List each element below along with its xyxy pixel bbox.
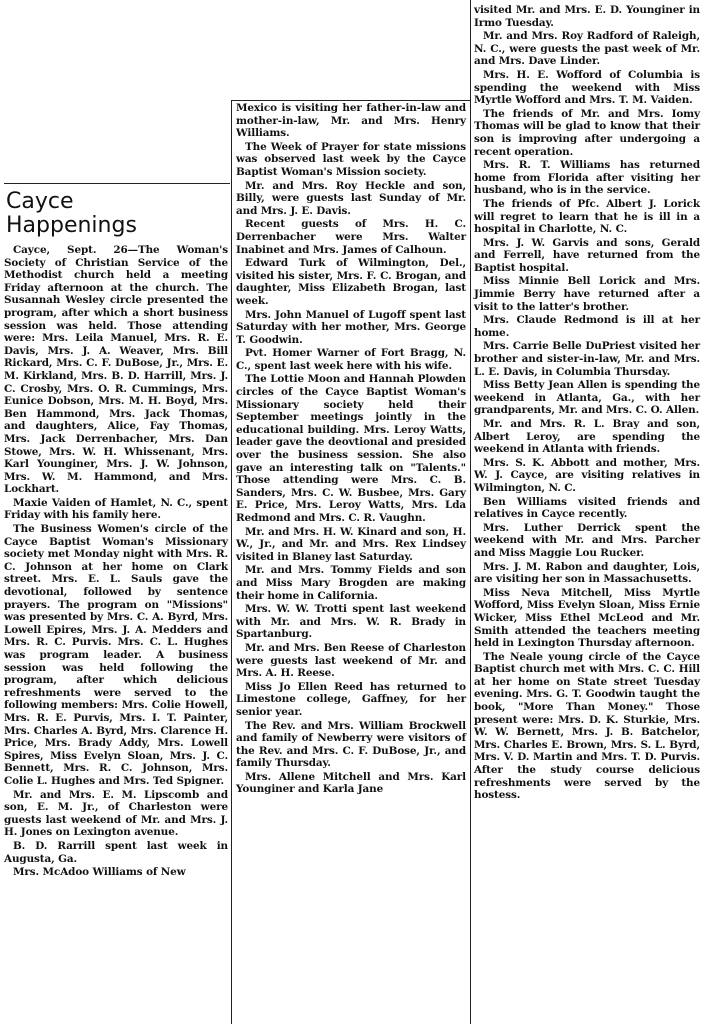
paragraph: Mr. and Mrs. E. M. Lipscomb and son, E. M. Jr., of Charleston were guests last weekend of Mr. and Mrs. J. H. Jones on Lexington avenue. <box>4 788 228 839</box>
paragraph: Ben Williams visited friends and relatives in Cayce recently. <box>474 495 700 521</box>
paragraph: Miss Minnie Bell Lorick and Mrs. Jimmie Berry have returned after a visit to the latter's brother. <box>474 275 700 313</box>
paragraph: The Lottie Moon and Hannah Plowden circles of the Cayce Baptist Woman's Missionary society held their September meetings jointly in the educational building. Mrs. Leroy Watts, leader gave the deovtional and presided over the business session. She also gave an interesting talk on "Talents." Those attending were Mrs. C. B. Sanders, Mrs. C. W. Busbee, Mrs. Gary E. Price, Mrs. Leroy Watts, Mrs. Lda Redmond and Mrs. C. R. Vaughn. <box>236 373 466 524</box>
paragraph: The Week of Prayer for state missions was observed last week by the Cayce Baptist Woman's Mission society. <box>236 140 466 178</box>
paragraph: Mrs. W. W. Trotti spent last weekend with Mr. and Mrs. W. R. Brady in Spartanburg. <box>236 603 466 641</box>
headline-line-2: Happenings <box>6 213 137 238</box>
column-rule-top-left <box>4 183 230 184</box>
paragraph: The Business Women's circle of the Cayce Baptist Woman's Missionary society met Monday night with Mrs. R. C. Johnson at her home on Clark street. Mrs. E. L. Sauls gave the devotional, followed by sentence prayers. The program on "Missions" was presented by Mrs. C. A. Byrd, Mrs. Lowell Epires, Mrs. J. A. Medders and Mrs. R. C. Purvis. Mrs. C. L. Hughes was program leader. A business session was held following the program, after which delicious refreshments were served to the following members: Mrs. Colie Howell, Mrs. R. E. Purvis, Mrs. I. T. Painter, Mrs. Charles A. Byrd, Mrs. Clarence H. Price, Mrs. Brady Addy, Mrs. Lowell Spires, Miss Evelyn Sloan, Mrs. J. C. Bennett, Mrs. R. C. Johnson, Mrs. Colie L. Hughes and Mrs. Ted Spigner. <box>4 523 228 787</box>
paragraph: Mrs. R. T. Williams has returned home from Florida after visiting her husband, who is in the service. <box>474 159 700 197</box>
column-3 <box>474 4 700 803</box>
paragraph: visited Mr. and Mrs. E. D. Younginer in Irmo Tuesday. <box>474 4 700 29</box>
paragraph: Cayce, Sept. 26—The Woman's Society of Christian Service of the Methodist church held a meeting Friday afternoon at the church. The Susannah Wesley circle presented the program, after which a short business session was held. Those attending were: Mrs. Leila Manuel, Mrs. R. E. Davis, Mrs. J. A. Weaver, Mrs. Bill Rickard, Mrs. C. F. DuBose, Jr., Mrs. E. M. Kirkland, Mrs. B. D. Harrill, Mrs. J. C. Crosby, Mrs. O. R. Cummings, Mrs. Eunice Dobson, Mrs. M. H. Boyd, Mrs. Ben Hammond, Mrs. Jack Thomas, and daughters, Alice, Fay Thomas, Mrs. Jack Derrenbacher, Mrs. Dan Stowe, Mrs. W. H. Whissenant, Mrs. Karl Younginer, Mrs. J. W. Johnson, Mrs. W. M. Hammond, and Mrs. Lockhart. <box>4 244 228 496</box>
paragraph: Edward Turk of Wilmington, Del., visited his sister, Mrs. F. C. Brogan, and daughter, Miss Elizabeth Brogan, last week. <box>236 257 466 307</box>
paragraph: Mrs. J. M. Rabon and daughter, Lois, are visiting her son in Massachusetts. <box>474 560 700 586</box>
paragraph: Mr. and Mrs. Roy Radford of Raleigh, N. C., were guests the past week of Mr. and Mrs. Dave Linder. <box>474 30 700 68</box>
paragraph: Mrs. S. K. Abbott and mother, Mrs. W. J. Cayce, are visiting relatives in Wilmington, N. C. <box>474 456 700 494</box>
column-rule-1 <box>231 100 232 1024</box>
paragraph: Miss Neva Mitchell, Miss Myrtle Wofford, Miss Evelyn Sloan, Miss Ernie Wicker, Miss Ethel McLeod and Mr. Smith attended the teachers meeting held in Lexington Thursday afternoon. <box>474 586 700 650</box>
paragraph: Miss Betty Jean Allen is spending the weekend in Atlanta, Ga., with her grandparents, Mr. and Mrs. C. O. Allen. <box>474 379 700 417</box>
paragraph: Mexico is visiting her father-in-law and mother-in-law, Mr. and Mrs. Henry Williams. <box>236 102 466 140</box>
paragraph: Miss Jo Ellen Reed has returned to Limestone college, Gaffney, for her senior year. <box>236 680 466 718</box>
paragraph: The friends of Mr. and Mrs. Iomy Thomas will be glad to know that their son is improving after undergoing a recent operation. <box>474 107 700 158</box>
paragraph: Maxie Vaiden of Hamlet, N. C., spent Friday with his family here. <box>4 496 228 522</box>
paragraph: Mrs. Allene Mitchell and Mrs. Karl Younginer and Karla Jane <box>236 770 466 796</box>
paragraph: Mrs. Carrie Belle DuPriest visited her brother and sister-in-law, Mr. and Mrs. L. E. Davis, in Columbia Thursday. <box>474 340 700 378</box>
paragraph: Mrs. J. W. Garvis and sons, Gerald and Ferrell, have returned from the Baptist hospital. <box>474 236 700 274</box>
paragraph: Mr. and Mrs. Tommy Fields and son and Miss Mary Brogden are making their home in California. <box>236 564 466 602</box>
paragraph: Mr. and Mrs. Ben Reese of Charleston were guests last weekend of Mr. and Mrs. A. H. Reese. <box>236 641 466 680</box>
headline <box>6 190 228 238</box>
paragraph: Mrs. Claude Redmond is ill at her home. <box>474 314 700 339</box>
paragraph: Mr. and Mrs. R. L. Bray and son, Albert Leroy, are spending the weekend in Atlanta with friends. <box>474 418 700 456</box>
paragraph: Recent guests of Mrs. H. C. Derrenbacher were Mrs. Walter Inabinet and Mrs. James of Calhoun. <box>236 218 466 256</box>
paragraph: Mrs. John Manuel of Lugoff spent last Saturday with her mother, Mrs. George T. Goodwin. <box>236 308 466 346</box>
paragraph: Mrs. H. E. Wofford of Columbia is spending the weekend with Miss Myrtle Wofford and Mrs. T. M. Vaiden. <box>474 68 700 107</box>
column-rule-top-middle <box>232 100 470 101</box>
paragraph: Mrs. Luther Derrick spent the weekend with Mr. and Mrs. Parcher and Miss Maggie Lou Rucker. <box>474 521 700 559</box>
paragraph: The Rev. and Mrs. William Brockwell and family of Newberry were visitors of the Rev. and Mrs. C. F. DuBose, Jr., and family Thursday. <box>236 719 466 770</box>
paragraph: Mrs. McAdoo Williams of New <box>13 866 186 879</box>
paragraph: B. D. Rarrill spent last week in Augusta, Ga. <box>4 839 228 865</box>
headline-line-1: Cayce <box>6 189 74 214</box>
column-2 <box>236 102 466 797</box>
paragraph: Mr. and Mrs. H. W. Kinard and son, H. W., Jr., and Mr. and Mrs. Rex Lindsey visited in Blaney last Saturday. <box>236 525 466 563</box>
paragraph: Mr. and Mrs. Roy Heckle and son, Billy, were guests last Sunday of Mr. and Mrs. J. E. Davis. <box>236 179 466 217</box>
paragraph: The friends of Pfc. Albert J. Lorick will regret to learn that he is ill in a hospital in Charlotte, N. C. <box>474 197 700 236</box>
paragraph: The Neale young circle of the Cayce Baptist church met with Mrs. C. C. Hill at her home on State street Tuesday evening. Mrs. G. T. Goodwin taught the book, "More Than Money." Those present were: Mrs. D. K. Sturkie, Mrs. W. W. Bernett, Mrs. J. B. Batchelor, Mrs. Charles E. Brown, Mrs. S. L. Byrd, Mrs. V. D. Martin and Mrs. T. D. Purvis. After the study course delicious refreshments were served by the hostess. <box>474 650 700 802</box>
paragraph: Pvt. Homer Warner of Fort Bragg, N. C., spent last week here with his wife. <box>236 347 466 372</box>
column-1 <box>4 186 228 880</box>
column-rule-2 <box>470 0 471 1024</box>
